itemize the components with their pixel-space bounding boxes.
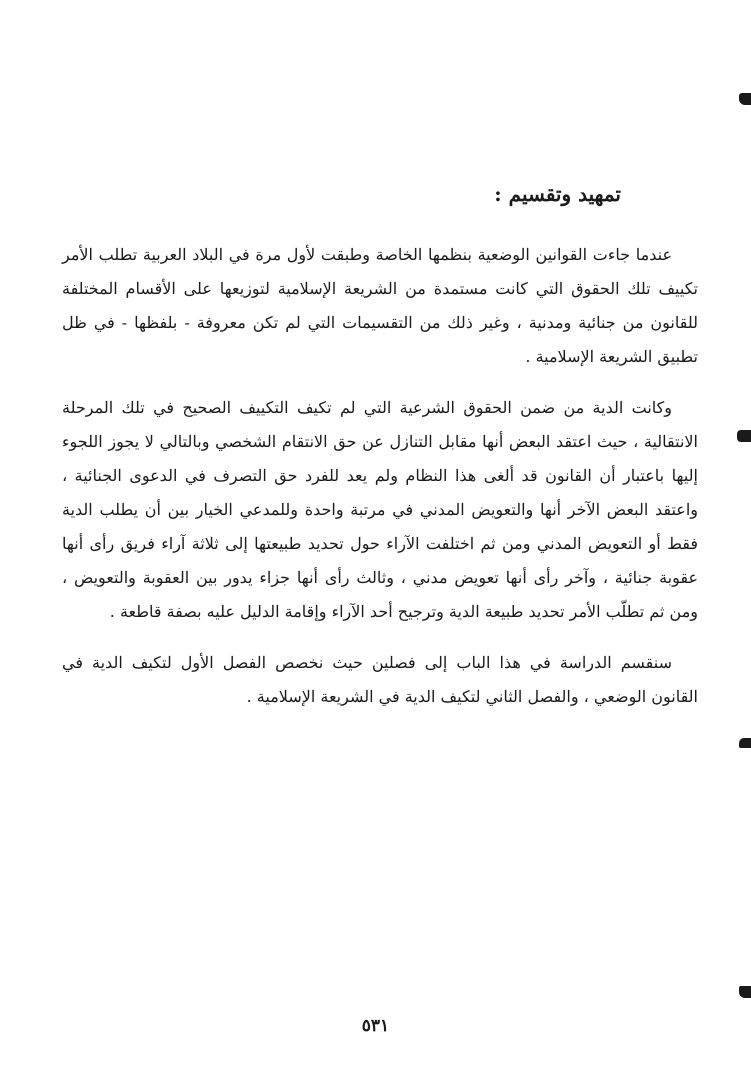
paragraph-division: سنقسم الدراسة في هذا الباب إلى فصلين حيث نخصص الفصل الأول لتكيف الدية في القانون الوضعي ، والفصل الثاني لتكيف الدية في الشريعة الإسلامية . bbox=[62, 653, 698, 706]
scan-edge-mark bbox=[737, 430, 751, 442]
page-number: ٥٣١ bbox=[361, 1016, 390, 1036]
body-text bbox=[62, 238, 698, 731]
paragraph-intro: عندما جاءت القوانين الوضعية بنظمها الخاصة وطبقت لأول مرة في البلاد العربية تطلب الأمر تكييف تلك الحقوق التي كانت مستمدة من الشريعة الإسلامية لتوزيعها على الأقسام المختلفة للقانون من جنائية ومدنية ، وغير ذلك من التقسيمات التي لم تكن معروفة - بلفظها - في ظل تطبيق الشريعة الإسلامية . bbox=[62, 245, 699, 366]
scan-edge-mark bbox=[739, 93, 751, 105]
section-heading: تمهيد وتقسيم : bbox=[494, 182, 621, 206]
paragraph-diya: وكانت الدية من ضمن الحقوق الشرعية التي لم تكيف التكييف الصحيح في تلك المرحلة الانتقالية ، حيث اعتقد البعض أنها مقابل التنازل عن حق الانتقام الشخصي وبالتالي لا يجوز اللجوء إليها باعتبار أن القانون قد ألغى هذا النظام ولم يعد للفرد حق التصرف في الدعوى الجنائية ، واعتقد البعض الآخر أنها والتعويض المدني في مرتبة واحدة وللمدعي الخيار بين أن يطلب الدية فقط أو التعويض المدني ومن ثم اختلفت الآراء حول تحديد طبيعتها إلى ثلاثة آراء فريق رأى أنها عقوبة جنائية ، وآخر رأى أنها تعويض مدني ، وثالث رأى أنها جزاء يدور بين العقوبة والتعويض ، ومن ثم تطلّب الأمر تحديد طبيعة الدية وترجيح أحد الآراء وإقامة الدليل عليه بصفة قاطعة . bbox=[62, 398, 698, 621]
scan-edge-mark bbox=[739, 986, 751, 998]
scan-edge-mark bbox=[739, 738, 751, 748]
